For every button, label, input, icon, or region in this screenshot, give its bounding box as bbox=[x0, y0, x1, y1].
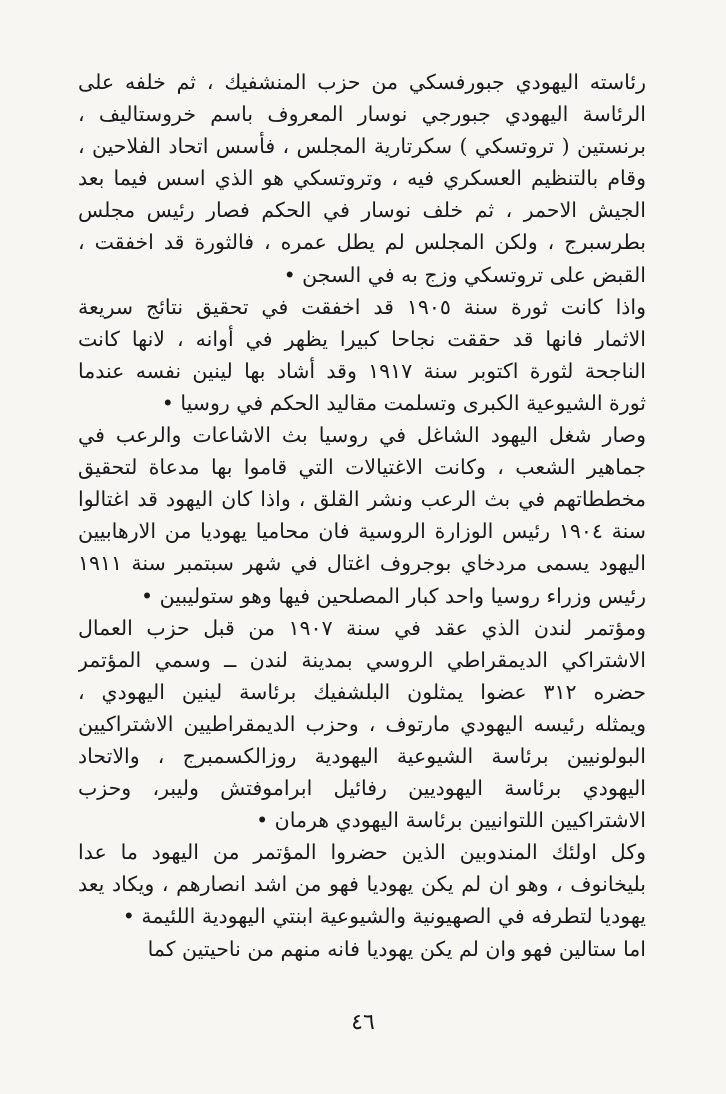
text-line: يهوديا لتطرفه في الصهيونية والشيوعية ابنتي اليهودية اللئيمة • bbox=[122, 904, 646, 929]
paragraph-6 bbox=[78, 933, 646, 965]
text-line: اليهود يسمى مردخاي بوجروف اغتال في شهر سبتمبر سنة ١٩١١ bbox=[78, 551, 646, 576]
paragraph-1 bbox=[78, 66, 646, 291]
text-line: حضره ٣١٢ عضوا يمثلون البلشفيك برئاسة لينين اليهودي ، bbox=[78, 679, 646, 704]
paragraph-4 bbox=[78, 612, 646, 837]
text-line: وصار شغل اليهود الشاغل في روسيا بث الاشاعات والرعب في bbox=[78, 423, 646, 448]
text-line: رئيس وزراء روسيا واحد كبار المصلحين فيها وهو ستوليبين • bbox=[141, 583, 646, 608]
text-line: الجيش الاحمر ، ثم خلف نوسار في الحكم فصار رئيس مجلس bbox=[78, 198, 646, 223]
text-line: سنة ١٩٠٤ رئيس الوزارة الروسية فان محاميا يهوديا من الارهابيين bbox=[78, 519, 646, 544]
paragraph-2 bbox=[78, 291, 646, 419]
paragraph-3 bbox=[78, 419, 646, 612]
text-line: بطرسبرج ، ولكن المجلس لم يطل عمره ، فالثورة قد اخفقت ، bbox=[78, 230, 646, 255]
text-line: وكل اولئك المندوبين الذين حضروا المؤتمر من اليهود ما عدا bbox=[78, 840, 646, 865]
text-line: ويمثله رئيسه اليهودي مارتوف ، وحزب الديمقراطيين الاشتراكيين bbox=[78, 711, 646, 736]
text-line: اما ستالين فهو وان لم يكن يهوديا فانه منهم من ناحيتين كما bbox=[147, 936, 646, 961]
text-line: الاشتراكيين اللتوانيين برئاسة اليهودي هرمان • bbox=[256, 808, 646, 833]
text-line: الاثمار فانها قد حققت نجاحا كبيرا يظهر في أوانه ، لانها كانت bbox=[78, 326, 646, 351]
body-text bbox=[78, 66, 646, 965]
text-line: بليخانوف ، وهو ان لم يكن يهوديا فهو من اشد انصارهم ، ويكاد يعد bbox=[78, 872, 646, 897]
text-line: برنستين ( تروتسكي ) سكرتارية المجلس ، فأسس اتحاد الفلاحين ، bbox=[78, 134, 646, 159]
paragraph-5 bbox=[78, 836, 646, 932]
text-line: جماهير الشعب ، وكانت الاغتيالات التي قاموا بها مدعاة لتحقيق bbox=[78, 455, 646, 480]
text-line: البولونيين برئاسة الشيوعية اليهودية روزالكسمبرج ، والاتحاد bbox=[78, 743, 646, 768]
text-line: مخططاتهم في بث الرعب ونشر القلق ، واذا كان اليهود قد اغتالوا bbox=[78, 487, 646, 512]
text-line: اليهودي برئاسة اليهوديين رفائيل ابراموفتش وليبر، وحزب bbox=[78, 776, 646, 801]
text-line: رئاسته اليهودي جبورفسكي من حزب المنشفيك ، ثم خلفه على bbox=[78, 70, 646, 94]
text-line: وقام بالتنظيم العسكري فيه ، وتروتسكي هو الذي اسس فيما بعد bbox=[78, 166, 646, 191]
text-line: واذا كانت ثورة سنة ١٩٠٥ قد اخفقت في تحقيق نتائج سريعة bbox=[78, 294, 646, 319]
text-line: الاشتراكي الديمقراطي الروسي بمدينة لندن ــ وسمي المؤتمر bbox=[78, 647, 646, 672]
text-line: القبض على تروتسكي وزج به في السجن • bbox=[283, 262, 646, 287]
text-line: ومؤتمر لندن الذي عقد في سنة ١٩٠٧ من قبل حزب العمال bbox=[78, 615, 646, 640]
text-line: الرئاسة اليهودي جبورجي نوسار المعروف باسم خروستاليف ، bbox=[78, 102, 646, 127]
text-line: ثورة الشيوعية الكبرى وتسلمت مقاليد الحكم في روسيا • bbox=[161, 390, 646, 415]
page-number: ٤٦ bbox=[351, 1010, 375, 1035]
text-line: الناجحة لثورة اكتوبر سنة ١٩١٧ وقد أشاد بها لينين نفسه عندما bbox=[78, 358, 646, 383]
